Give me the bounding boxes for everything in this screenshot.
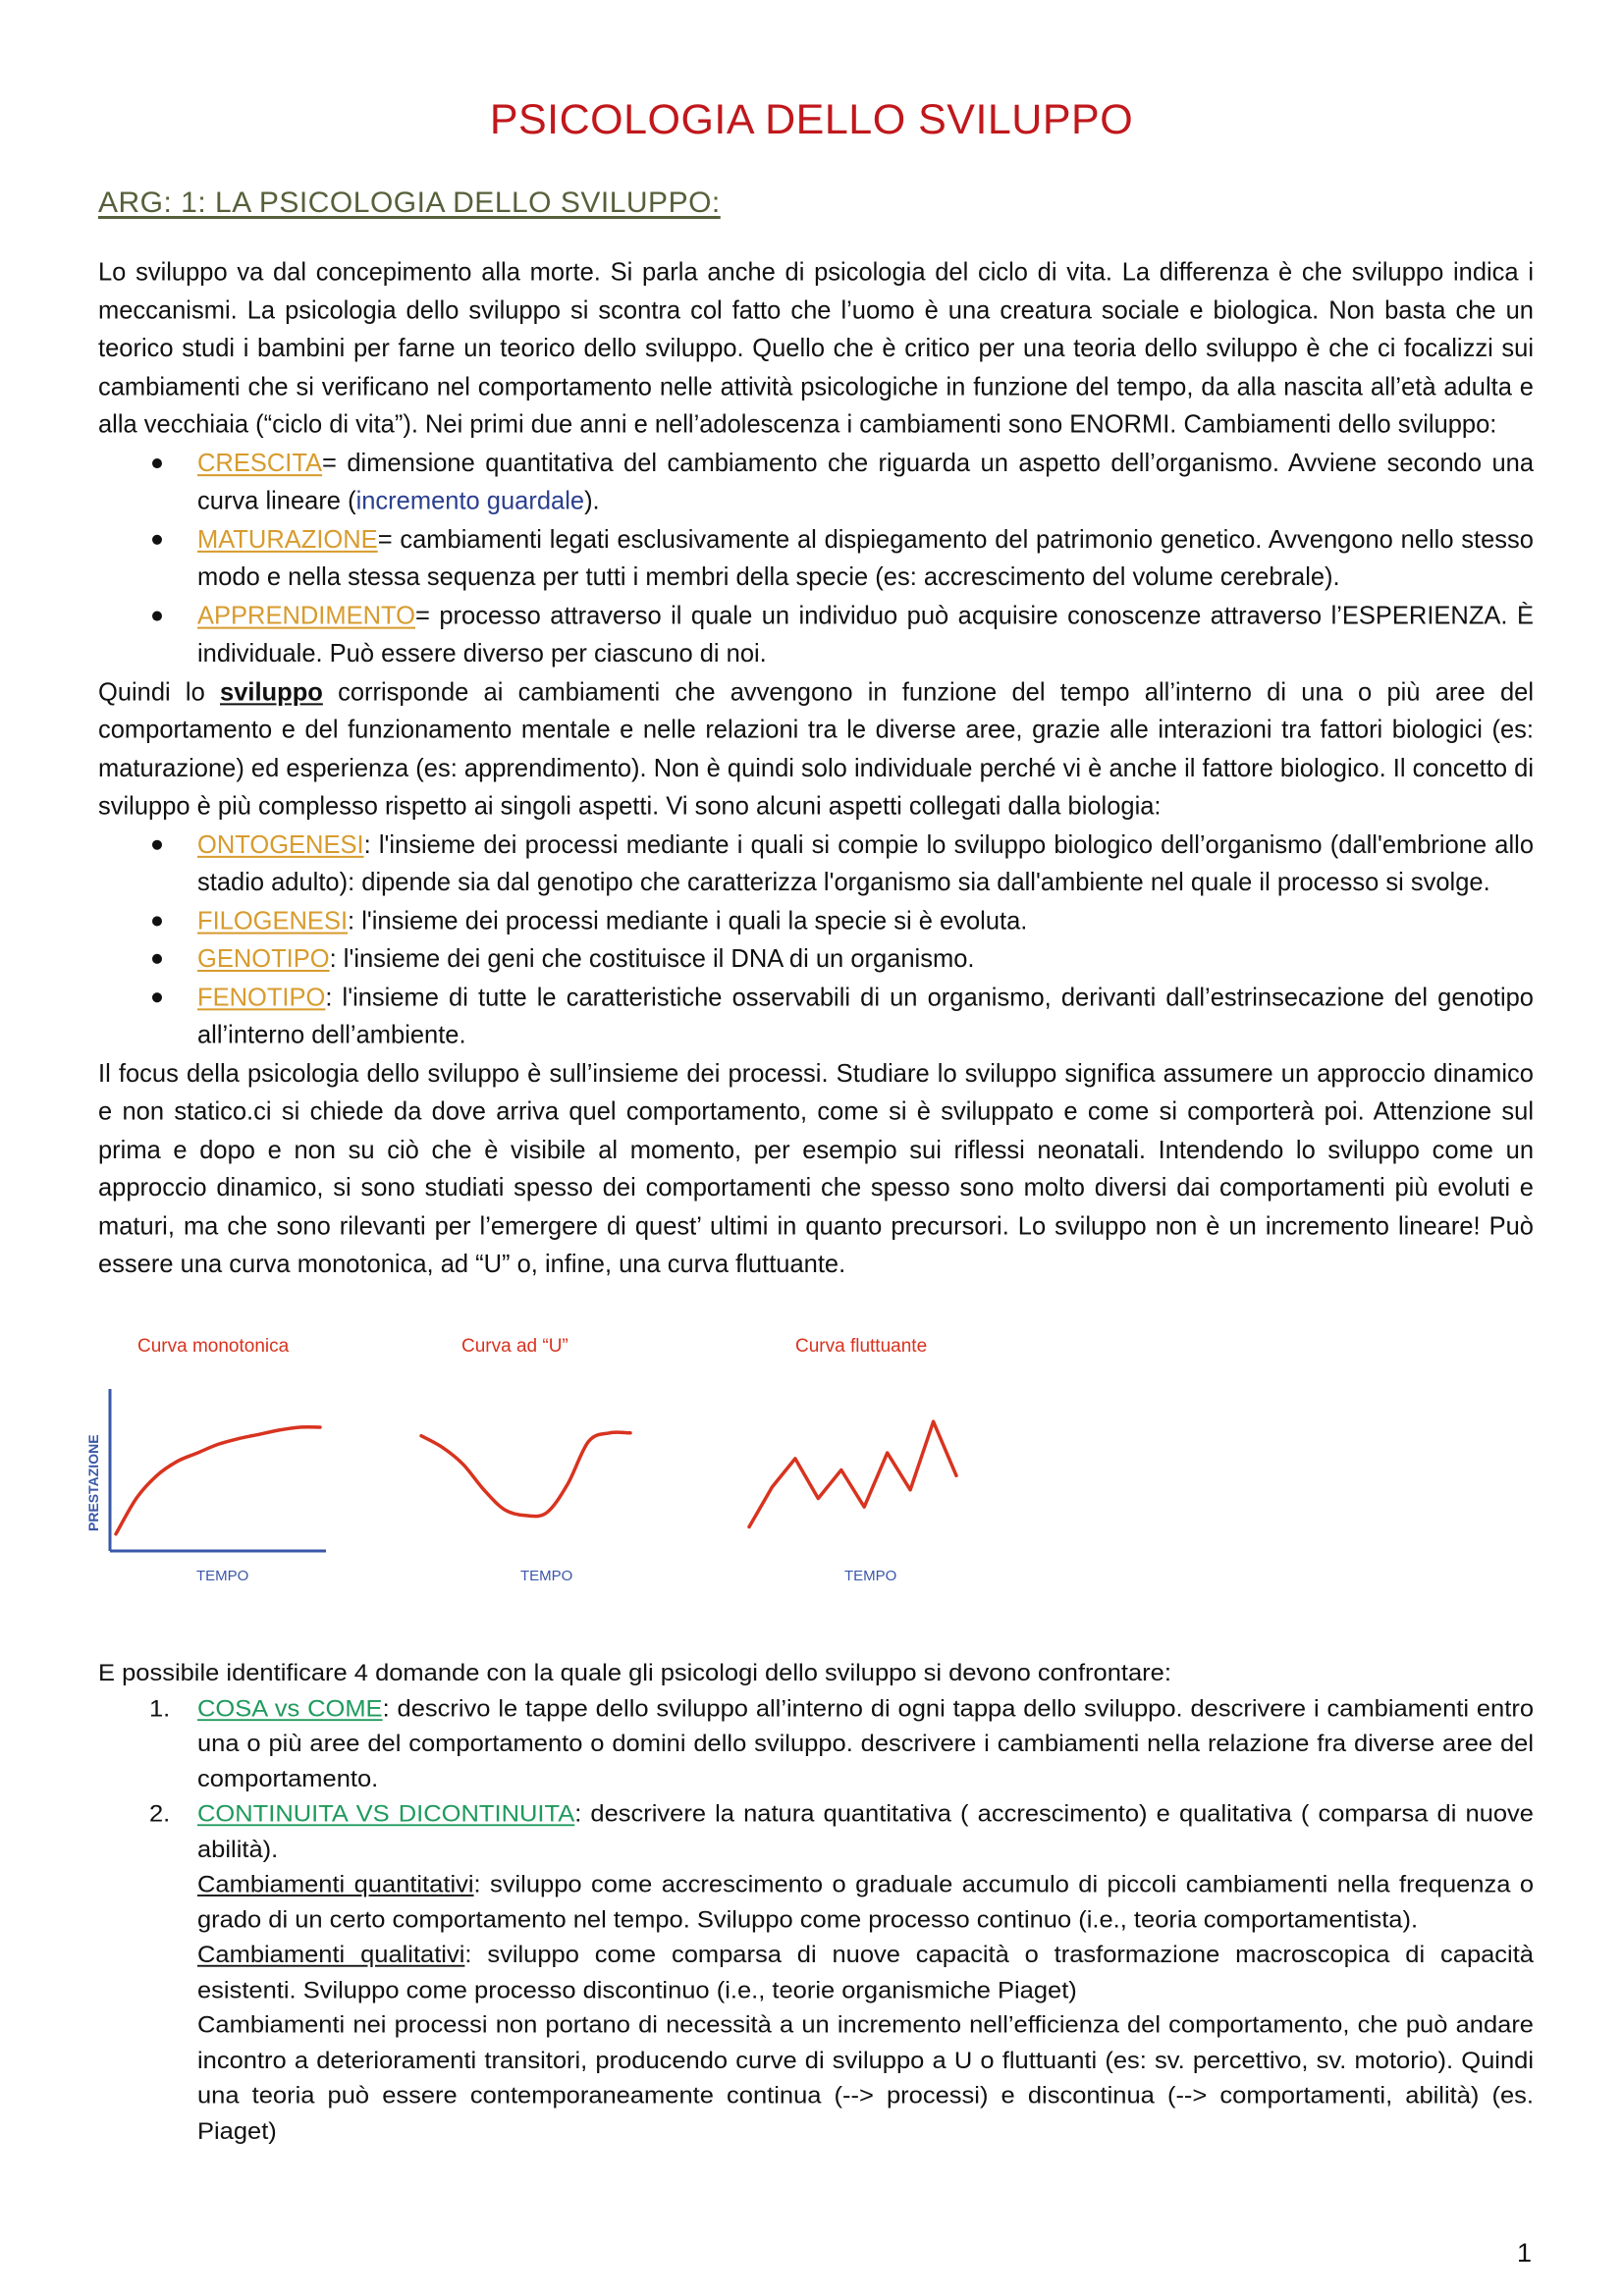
chart-title: Curva fluttuante xyxy=(795,1336,928,1357)
section-heading: ARG: 1: LA PSICOLOGIA DELLO SVILUPPO: xyxy=(98,187,721,219)
list-item xyxy=(98,940,1534,979)
term-fenotipo: FENOTIPO xyxy=(197,983,326,1011)
bullet-icon xyxy=(152,954,162,964)
definition-text: : sviluppo come accrescimento o graduale accumulo di piccoli cambiamenti nella frequenza o grado di un certo comportamento nel tempo. Sviluppo come processo continuo (i.e., teoria comportamentista). xyxy=(197,1871,1534,1933)
chart-title: Curva ad “U” xyxy=(461,1336,568,1357)
term-ontogenesi: ONTOGENESI xyxy=(197,830,364,859)
term-crescita: CRESCITA xyxy=(197,449,323,477)
term-maturazione: MATURAZIONE xyxy=(197,525,378,554)
bullet-icon xyxy=(152,534,162,544)
focus-paragraph: Il focus della psicologia dello sviluppo è sull’insieme dei processi. Studiare lo sviluppo significa assumere un approccio dinamico e non statico.ci si chiede da dove arriva quel comportamento, come si è sviluppato e come si comporterà poi. Attenzione sul prima e dopo e non su ciò che è visibile al momento, per esempio sui riflessi neonatali. Intendendo lo sviluppo come un approccio dinamico, si sono studiati spesso dei comportamenti che spesso sono molto diversi dai comportamenti più evoluti e maturi, ma che sono rilevanti per l’emergere di quest’ ultimi in quanto precursori. Lo sviluppo non è un incremento lineare! Può essere una curva monotonica, ad “U” o, infine, una curva fluttuante. xyxy=(98,1059,1534,1278)
text-block-2 xyxy=(98,1656,1534,2149)
definition-text: = dimensione quantitativa del cambiamento che riguarda un aspetto dell’organismo. Avviene secondo una curva lineare ( xyxy=(197,449,1534,515)
definition-text: : descrivere la natura quantitativa ( accrescimento) e qualitativa ( comparsa di nuove abilità). xyxy=(197,1801,1534,1863)
x-axis-label: TEMPO xyxy=(520,1568,573,1584)
qualitative-label: Cambiamenti qualitativi xyxy=(197,1942,465,1968)
item-number: 1. xyxy=(149,1695,171,1722)
highlight-text: incremento guardale xyxy=(355,487,585,515)
bullet-icon xyxy=(152,916,162,926)
y-axis-label: PRESTAZIONE xyxy=(85,1434,101,1531)
bullet-icon xyxy=(152,839,162,849)
quantitative-changes xyxy=(197,1867,1534,1938)
bullet-icon xyxy=(152,457,162,467)
development-curves-figure xyxy=(85,1320,982,1600)
definition-text: : l'insieme dei processi mediante i quali la specie si è evoluta. xyxy=(348,906,1028,935)
biology-aspects-list xyxy=(98,826,1534,1054)
term-continuita: CONTINUITA VS DICONTINUITA xyxy=(197,1801,575,1828)
term-apprendimento: APPRENDIMENTO xyxy=(197,601,415,630)
bullet-icon xyxy=(152,992,162,1002)
text-block-1 xyxy=(98,253,1534,1283)
definition-text: : l'insieme di tutte le caratteristiche osservabili di un organismo, derivanti dall’estrinsecazione del genotipo all’interno dell’ambiente. xyxy=(197,983,1534,1049)
definition-text: : l'insieme dei processi mediante i quali si compie lo sviluppo biologico dell’organismo (dall'embrione allo stadio adulto): dipende sia dal genotipo che caratterizza l'organismo sia dall'ambiente nel quale il processo si svolge. xyxy=(197,830,1534,897)
list-item xyxy=(98,1691,1534,1797)
series-line xyxy=(116,1427,320,1534)
list-item xyxy=(98,1796,1534,2149)
list-item xyxy=(98,979,1534,1055)
list-item xyxy=(98,826,1534,902)
list-item xyxy=(98,444,1534,520)
definition-text: : sviluppo come comparsa di nuove capacità o trasformazione macroscopica di capacità esistenti. Sviluppo come processo discontinuo (i.e., teorie organismiche Piaget) xyxy=(197,1942,1534,2003)
definition-text: : descrivo le tappe dello sviluppo all’interno di ogni tappa dello sviluppo. descrivere i cambiamenti entro una o più aree del comportamento o domini dello sviluppo. descrivere i cambiamenti nella relazione fra diverse aree del comportamento. xyxy=(197,1695,1534,1792)
development-changes-list xyxy=(98,444,1534,672)
domande-intro: E possibile identificare 4 domande con la quale gli psicologi dello sviluppo si devono confrontare: xyxy=(98,1660,1171,1686)
definition-text: = cambiamenti legati esclusivamente al dispiegamento del patrimonio genetico. Avvengono nello stesso modo e nella stessa sequenza per tutti i membri della specie (es: accrescimento del volume cerebrale). xyxy=(197,525,1534,592)
bullet-icon xyxy=(152,611,162,620)
intro-paragraph: Lo sviluppo va dal concepimento alla morte. Si parla anche di psicologia del ciclo di vita. La differenza è che sviluppo indica i meccanismi. La psicologia dello sviluppo si scontra col fatto che l’uomo è una creatura sociale e biologica. Non basta che un teorico studi i bambini per farne un teorico dello sviluppo. Quello che è critico per una teoria dello sviluppo è che ci focalizzi sui cambiamenti che si verificano nel comportamento nelle attività psicologiche in funzione del tempo, da alla nascita all’età adulta e alla vecchiaia (“ciclo di vita”). Nei primi due anni e nell’adolescenza i cambiamenti sono ENORMI. Cambiamenti dello sviluppo: xyxy=(98,258,1534,439)
text-span: corrisponde ai cambiamenti che avvengono in funzione del tempo all’interno di una o più aree del comportamento e del funzionamento mentale e nelle relazioni tra le diverse aree, grazie alle interazioni tra fattori biologici (es: maturazione) ed esperienza (es: apprendimento). Non è quindi solo individuale perché vi è anche il fattore biologico. Il concetto di sviluppo è più complesso rispetto ai singoli aspetti. Vi sono alcuni aspetti collegati dalla biologia: xyxy=(98,677,1534,821)
series-line xyxy=(749,1421,956,1526)
quindi-paragraph xyxy=(98,673,1534,826)
questions-list xyxy=(98,1691,1534,2149)
qualitative-changes xyxy=(197,1938,1534,2008)
item-number: 2. xyxy=(149,1801,171,1828)
x-axis-label: TEMPO xyxy=(196,1568,249,1584)
x-axis-label: TEMPO xyxy=(844,1568,897,1584)
quantitative-label: Cambiamenti quantitativi xyxy=(197,1871,474,1897)
keyword-sviluppo: sviluppo xyxy=(220,677,323,706)
list-item xyxy=(98,597,1534,673)
chart-title: Curva monotonica xyxy=(137,1336,290,1357)
page-number: 1 xyxy=(1517,2238,1533,2268)
term-filogenesi: FILOGENESI xyxy=(197,906,349,935)
definition-text: = processo attraverso il quale un individuo può acquisire conoscenze attraverso l’ESPERIENZA. È individuale. Può essere diverso per ciascuno di noi. xyxy=(197,601,1534,668)
text-span: Quindi lo xyxy=(98,677,221,706)
list-item xyxy=(98,520,1534,597)
term-cosa-vs-come: COSA vs COME xyxy=(197,1695,383,1722)
page-title: PSICOLOGIA DELLO SVILUPPO xyxy=(489,96,1134,143)
series-line xyxy=(421,1432,630,1517)
definition-text: ). xyxy=(584,487,600,515)
term-genotipo: GENOTIPO xyxy=(197,944,330,973)
definition-text: : l'insieme dei geni che costituisce il DNA di un organismo. xyxy=(329,944,975,973)
list-item xyxy=(98,902,1534,940)
process-changes-text: Cambiamenti nei processi non portano di necessità a un incremento nell’efficienza del comportamento, che può andare incontro a deterioramenti transitori, producendo curve di sviluppo a U o fluttuanti (es: sv. percettivo, sv. motorio). Quindi una teoria può essere contemporaneamente continua (--> processi) e discontinua (--> comportamenti, abilità) (es. Piaget) xyxy=(197,2012,1534,2144)
